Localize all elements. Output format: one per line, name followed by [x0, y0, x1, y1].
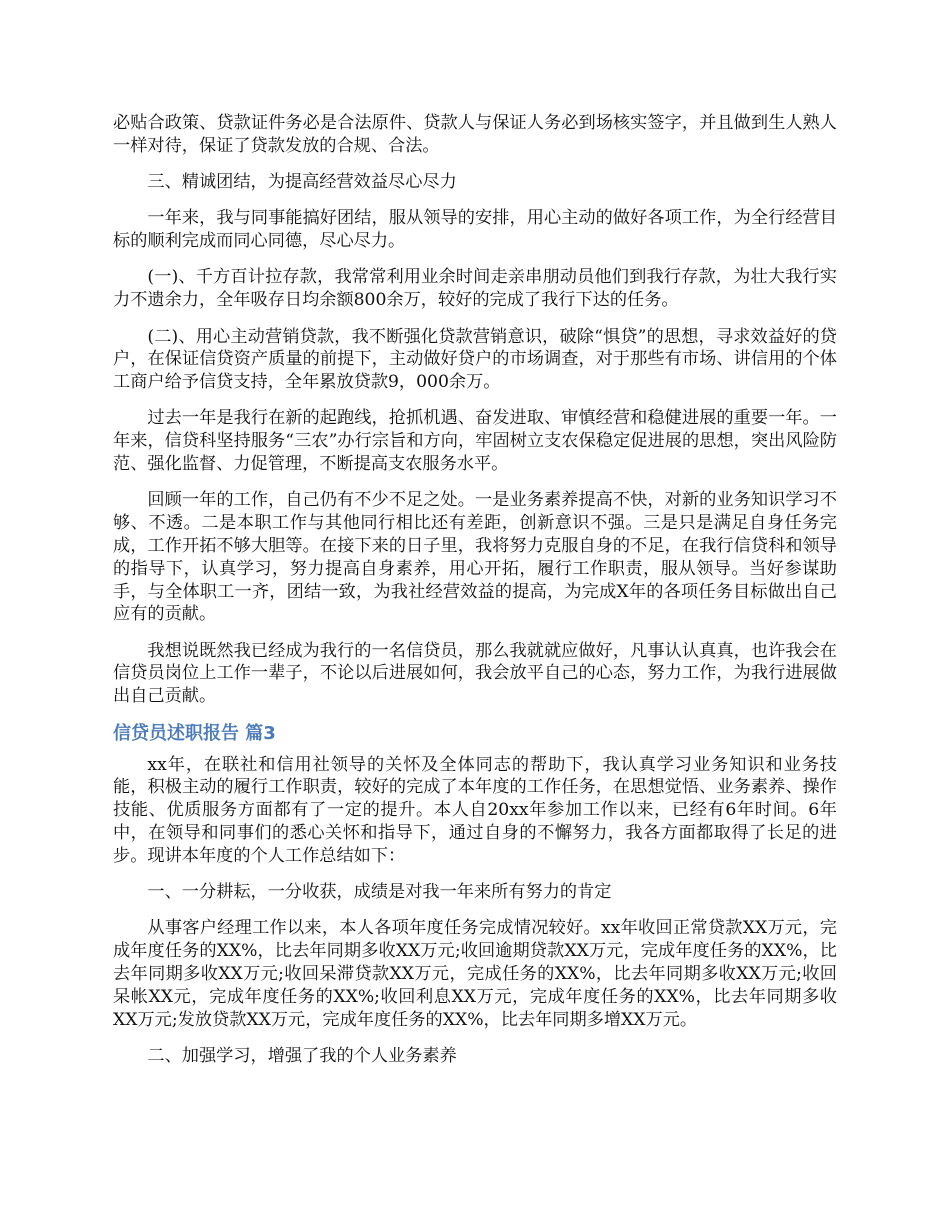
paragraph-teamwork: 一年来，我与同事能搞好团结，服从领导的安排，用心主动的做好各项工作，为全行经营目标的顺利完成而同心同德，尽心尽力。: [113, 208, 837, 252]
paragraph-past-year: 过去一年是我行在新的起跑线，抢抓机遇、奋发进取、审慎经营和稳健进展的重要一年。一年来，信贷科坚持服务“三农”办行宗旨和方向，牢固树立支农保稳定促进展的思想，突出风险防范、强化监督、力促管理，不断提高支农服务水平。: [113, 408, 837, 475]
paragraph-loan-marketing: (二)、用心主动营销贷款，我不断强化贷款营销意识，破除“惧贷”的思想，寻求效益好的贷户，在保证信贷资产质量的前提下，主动做好贷户的市场调查，对于那些有市场、讲信用的个体工商户给予信贷支持，全年累放贷款9，000余万。: [113, 326, 837, 393]
paragraph-report3-intro: xx年，在联社和信用社领导的关怀及全体同志的帮助下，我认真学习业务知识和业务技能，积极主动的履行工作职责，较好的完成了本年度的工作任务，在思想觉悟、业务素养、操作技能、优质服务方面都有了一定的提升。本人自20xx年参加工作以来，已经有6年时间。6年中，在领导和同事们的悉心关怀和指导下，通过自身的不懈努力，我各方面都取得了长足的进步。现讲本年度的个人工作总结如下：: [113, 754, 837, 866]
paragraph-deposits: (一)、千方百计拉存款，我常常利用业余时间走亲串朋动员他们到我行存款，为壮大我行实力不遗余力，全年吸存日均余额800余万，较好的完成了我行下达的任务。: [113, 267, 837, 311]
section-heading-three: 三、精诚团结，为提高经营效益尽心尽力: [147, 172, 457, 193]
section-heading-two: 二、加强学习，增强了我的个人业务素养: [147, 1045, 457, 1066]
paragraph-review: 回顾一年的工作，自己仍有不少不足之处。一是业务素养提高不快，对新的业务知识学习不够、不透。二是本职工作与其他同行相比还有差距，创新意识不强。三是只是满足自身任务完成，工作开拓不够大胆等。在接下来的日子里，我将努力克服自身的不足，在我行信贷科和领导的指导下，认真学习，努力提高自身素养，用心开拓，履行工作职责，服从领导。当好参谋助手，与全体职工一齐，团结一致，为我社经营效益的提高，为完成X年的各项任务目标做出自己应有的贡献。: [113, 490, 837, 625]
document-page: [113, 112, 837, 1081]
report-title-part-3: 信贷员述职报告 篇3: [113, 722, 276, 744]
paragraph-intro-continuation: 必贴合政策、贷款证件务必是合法原件、贷款人与保证人务必到场核实签字，并且做到生人熟人一样对待，保证了贷款发放的合规、合法。: [113, 113, 837, 156]
paragraph-performance: 从事客户经理工作以来，本人各项年度任务完成情况较好。xx年收回正常贷款XX万元，完成年度任务的XX%，比去年同期多收XX万元;收回逾期贷款XX万元，完成年度任务的XX%，比去年同期多收XX万元;收回呆滞贷款XX万元，完成任务的XX%，比去年同期多收XX万元;收回呆帐XX元，完成年度任务的XX%;收回利息XX万元，完成年度任务的XX%，比去年同期多收XX万元;发放贷款XX万元，完成年度任务的XX%，比去年同期多增XX万元。: [113, 918, 837, 1030]
section-heading-one: 一、一分耕耘，一分收获，成绩是对我一年来所有努力的肯定: [147, 882, 612, 903]
paragraph-closing: 我想说既然我已经成为我行的一名信贷员，那么我就就应做好，凡事认认真真，也许我会在信贷员岗位上工作一辈子，不论以后进展如何，我会放平自己的心态，努力工作，为我行进展做出自己贡献。: [113, 640, 837, 707]
